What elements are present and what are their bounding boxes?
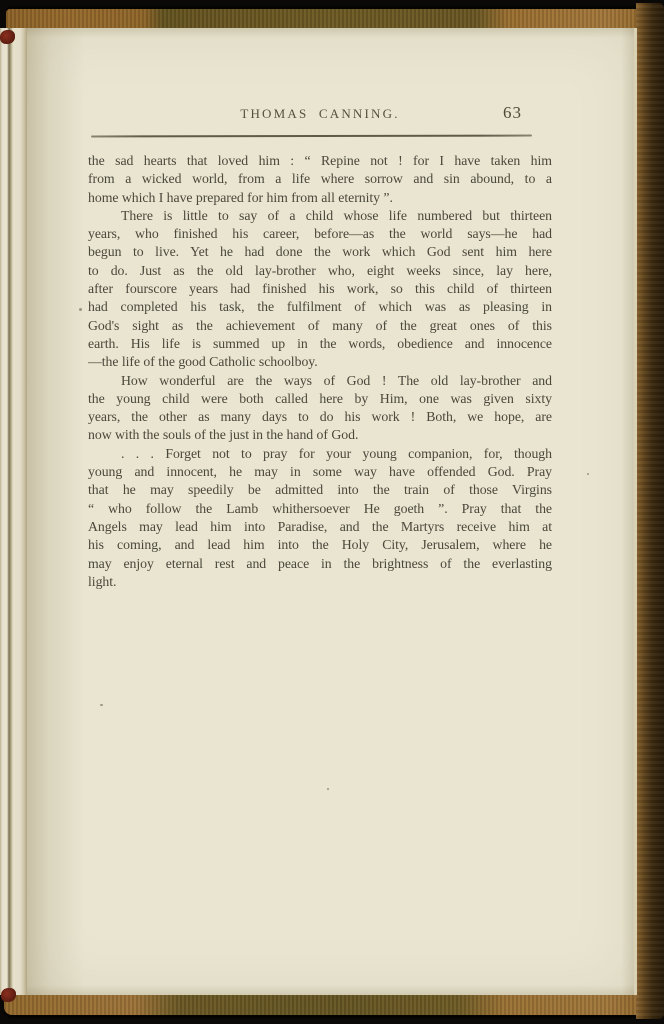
text-line: the young child were both called here by Him, one was given sixty bbox=[88, 390, 552, 406]
text-line: —the life of the good Catholic schoolboy. bbox=[88, 354, 318, 370]
running-head bbox=[88, 103, 552, 126]
scan-speck bbox=[100, 704, 103, 706]
text-line: to do. Just as the old lay-brother who, eight weeks since, lay here, bbox=[88, 262, 552, 278]
text-line: begun to live. Yet he had done the work which God sent him here bbox=[88, 244, 552, 260]
paragraph bbox=[88, 372, 552, 445]
text-line: . . . Forget not to pray for your young companion, for, though bbox=[121, 445, 552, 461]
text-line: God's sight as the achievement of many of the great ones of this bbox=[88, 317, 552, 333]
text-line: after fourscore years had finished his work, so this child of thirteen bbox=[88, 281, 552, 297]
text-line: How wonderful are the ways of God ! The old lay-brother and bbox=[121, 372, 552, 388]
binding-gutter bbox=[0, 28, 27, 995]
text-line: his coming, and lead him into the Holy City, Jerusalem, where he bbox=[88, 537, 552, 553]
paragraph bbox=[88, 445, 552, 591]
text-line: may enjoy eternal rest and peace in the brightness of the everlasting bbox=[88, 555, 552, 571]
text-line: light. bbox=[88, 573, 117, 589]
binding-thread-bottom bbox=[1, 988, 16, 1002]
text-line: had completed his task, the fulfilment of which was as pleasing in bbox=[88, 299, 552, 315]
text-line: “ who follow the Lamb whithersoever He goeth ”. Pray that the bbox=[88, 500, 552, 516]
text-line: There is little to say of a child whose life numbered but thirteen bbox=[121, 207, 552, 223]
text-line: Angels may lead him into Paradise, and the Martyrs receive him at bbox=[88, 518, 552, 534]
book-cover-right-edge bbox=[636, 3, 664, 1019]
text-line: that he may speedily be admitted into the train of those Virgins bbox=[88, 482, 552, 498]
scanned-page bbox=[27, 28, 637, 995]
page-header-title: THOMAS CANNING. bbox=[240, 106, 400, 121]
paragraph bbox=[88, 207, 552, 372]
book-cover-bottom-edge bbox=[4, 992, 654, 1015]
book-cover-top-edge bbox=[6, 9, 658, 30]
page-body bbox=[88, 152, 552, 591]
header-rule bbox=[91, 135, 532, 138]
text-line: from a wicked world, from a life where sorrow and sin abound, to a bbox=[88, 171, 552, 187]
text-line: now with the souls of the just in the hand of God. bbox=[88, 427, 359, 443]
text-line: young and innocent, he may in some way have offended God. Pray bbox=[88, 464, 552, 480]
scan-speck bbox=[327, 788, 329, 790]
scan-speck bbox=[587, 473, 589, 475]
text-line: years, who finished his career, before—as the world says—he had bbox=[88, 226, 552, 242]
page-number: 63 bbox=[503, 103, 522, 122]
text-line: earth. His life is summed up in the words, obedience and innocence bbox=[88, 335, 552, 351]
scan-speck bbox=[79, 308, 82, 311]
text-line: the sad hearts that loved him : “ Repine not ! for I have taken him bbox=[88, 153, 552, 168]
paragraph bbox=[88, 152, 552, 207]
binding-thread-top bbox=[0, 30, 15, 44]
text-line: home which I have prepared for him from all eternity ”. bbox=[88, 189, 393, 205]
text-line: years, the other as many days to do his work ! Both, we hope, are bbox=[88, 409, 552, 425]
